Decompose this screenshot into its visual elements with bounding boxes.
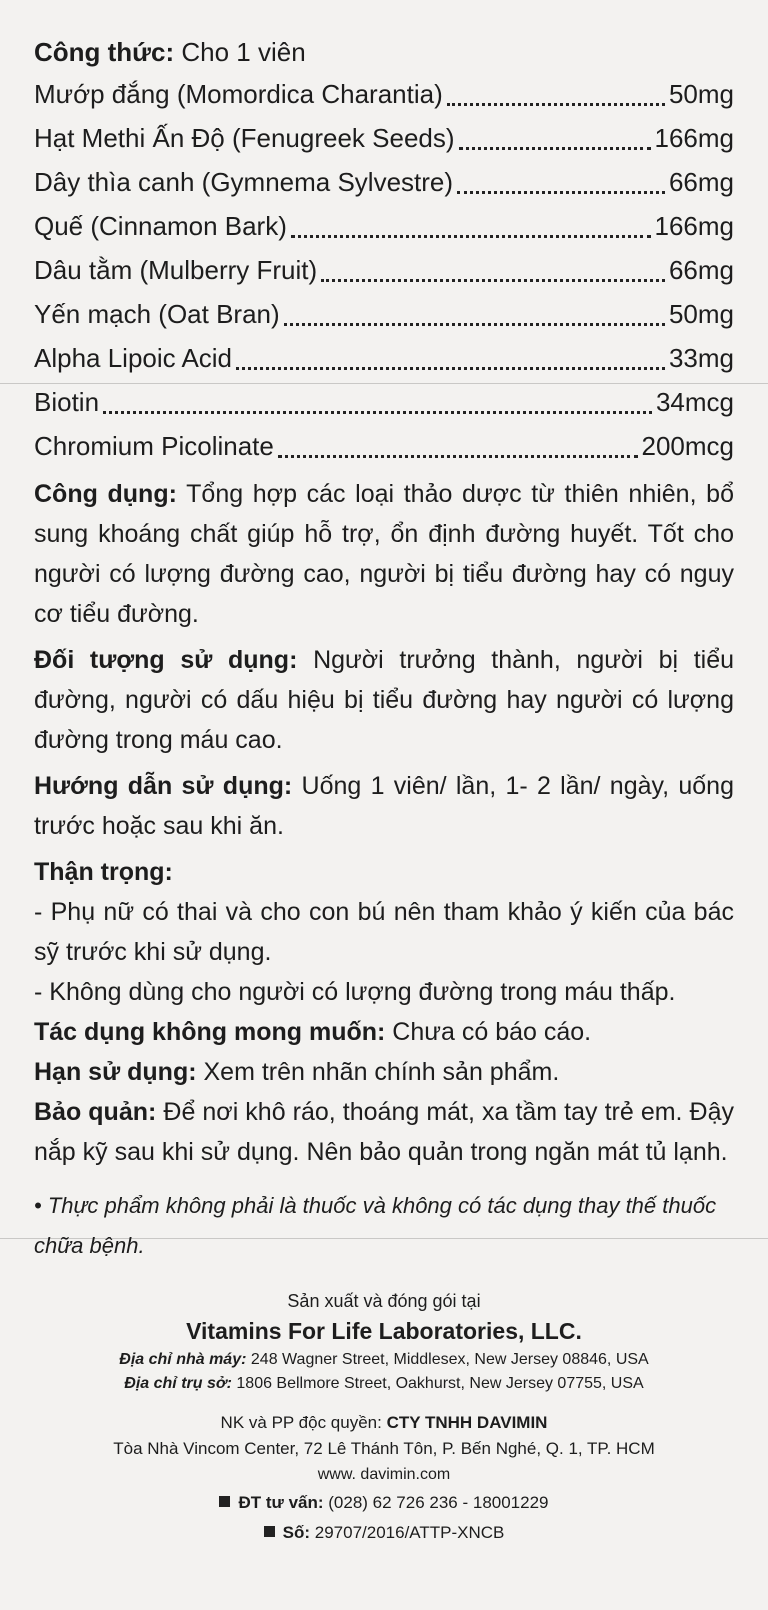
importer-label: NK và PP độc quyền: — [220, 1413, 382, 1432]
expiry-label: Hạn sử dụng: — [34, 1058, 197, 1086]
ingredient-row — [34, 336, 734, 380]
ingredient-row — [34, 72, 734, 116]
directions-text: Uống 1 viên/ lần, 1- 2 lần/ ngày, uống trước hoặc sau khi ăn. — [34, 772, 734, 840]
leader-dots — [103, 410, 652, 414]
leader-dots — [321, 278, 665, 282]
expiry-text: Xem trên nhãn chính sản phẩm. — [203, 1058, 560, 1086]
leader-dots — [236, 366, 665, 370]
ingredient-amount: 166mg — [654, 123, 734, 153]
hq-address-line — [34, 1372, 734, 1396]
ingredient-amount: 50mg — [668, 299, 734, 329]
ingredient-name: Biotin — [34, 387, 100, 417]
importer-name: CTY TNHH DAVIMIN — [386, 1413, 548, 1432]
leader-dots — [291, 234, 651, 238]
directions-label: Hướng dẫn sử dụng: — [34, 772, 293, 800]
ingredient-list — [34, 72, 734, 468]
ingredient-row — [34, 160, 734, 204]
importer-block — [34, 1410, 734, 1548]
ingredients-heading — [34, 32, 734, 72]
ingredient-name: Alpha Lipoic Acid — [34, 343, 233, 373]
ingredient-row — [34, 380, 734, 424]
ingredient-row — [34, 116, 734, 160]
uses-label: Công dụng: — [34, 480, 177, 508]
manufacturer-intro: Sản xuất và đóng gói tại — [287, 1291, 481, 1311]
square-bullet-icon — [219, 1496, 230, 1507]
factory-address: 248 Wagner Street, Middlesex, New Jersey 08846, USA — [250, 1351, 649, 1368]
target-users-section — [34, 640, 734, 760]
ingredients-serving: Cho 1 viên — [181, 37, 306, 67]
factory-address-label: Địa chỉ nhà máy: — [119, 1351, 247, 1368]
ingredient-row — [34, 292, 734, 336]
ingredient-name: Chromium Picolinate — [34, 431, 274, 461]
ingredient-row — [34, 424, 734, 468]
caution-item: - Không dùng cho người có lượng đường trong máu thấp. — [34, 978, 676, 1006]
ingredient-name: Mướp đắng (Momordica Charantia) — [34, 79, 443, 109]
leader-dots — [459, 146, 651, 150]
ingredient-amount: 33mg — [668, 343, 734, 373]
ingredient-name: Hạt Methi Ấn Độ (Fenugreek Seeds) — [34, 123, 455, 153]
importer-line — [34, 1410, 734, 1436]
caution-item: - Phụ nữ có thai và cho con bú nên tham khảo ý kiến của bác sỹ trước khi sử dụng. — [34, 898, 734, 966]
ingredient-amount: 66mg — [668, 167, 734, 197]
target-users-label: Đối tượng sử dụng: — [34, 646, 298, 674]
hq-address: 1806 Bellmore Street, Oakhurst, New Jersey 07755, USA — [236, 1375, 644, 1392]
ingredient-amount: 66mg — [668, 255, 734, 285]
ingredient-row — [34, 204, 734, 248]
square-bullet-icon — [264, 1526, 275, 1537]
contact-line — [34, 1518, 734, 1548]
ingredient-name: Dâu tằm (Mulberry Fruit) — [34, 255, 318, 285]
contact-value: 29707/2016/ATTP-XNCB — [314, 1523, 505, 1542]
factory-address-line — [34, 1348, 734, 1372]
uses-section — [34, 474, 734, 634]
ingredient-name: Dây thìa canh (Gymnema Sylvestre) — [34, 167, 454, 197]
manufacturer-name: Vitamins For Life Laboratories, LLC. — [186, 1318, 582, 1344]
ingredient-name: Yến mạch (Oat Bran) — [34, 299, 280, 329]
leader-dots — [447, 102, 665, 106]
storage-text: Để nơi khô ráo, thoáng mát, xa tầm tay trẻ em. Đậy nắp kỹ sau khi sử dụng. Nên bảo quản trong ngăn mát tủ lạnh. — [34, 1098, 735, 1166]
target-users-text: Người trưởng thành, người bị tiểu đường, người có dấu hiệu bị tiểu đường hay người có lượng đường trong máu cao. — [34, 646, 735, 754]
leader-dots — [457, 190, 665, 194]
expiry-section — [34, 1052, 734, 1092]
ingredient-amount: 50mg — [668, 79, 734, 109]
caution-section — [34, 852, 734, 1012]
leader-dots — [284, 322, 665, 326]
contact-label: Số: — [282, 1523, 311, 1542]
side-effects-section — [34, 1012, 734, 1052]
storage-label: Bảo quản: — [34, 1098, 157, 1126]
contact-value: (028) 62 726 236 - 18001229 — [328, 1493, 549, 1512]
importer-address: Tòa Nhà Vincom Center, 72 Lê Thánh Tôn, P. Bến Nghé, Q. 1, TP. HCM — [113, 1439, 655, 1458]
leader-dots — [278, 454, 638, 458]
caution-label: Thận trọng: — [34, 858, 173, 886]
ingredient-row — [34, 248, 734, 292]
side-effects-label: Tác dụng không mong muốn: — [34, 1018, 386, 1046]
ingredient-amount: 166mg — [654, 211, 734, 241]
disclaimer: • Thực phẩm không phải là thuốc và không có tác dụng thay thế thuốc chữa bệnh. — [34, 1193, 717, 1258]
ingredient-amount: 200mcg — [641, 431, 734, 461]
contact-label: ĐT tư vấn: — [238, 1493, 324, 1512]
ingredients-label: Công thức: — [34, 37, 175, 67]
ingredient-amount: 34mcg — [655, 387, 734, 417]
hq-address-label: Địa chỉ trụ sở: — [124, 1375, 232, 1392]
importer-website: www. davimin.com — [317, 1466, 451, 1483]
manufacturer-block — [34, 1288, 734, 1396]
ingredient-name: Quế (Cinnamon Bark) — [34, 211, 287, 241]
directions-section — [34, 766, 734, 846]
uses-text: Tổng hợp các loại thảo dược từ thiên nhiên, bổ sung khoáng chất giúp hỗ trợ, ổn định đường huyết. Tốt cho người có lượng đường cao, người bị tiểu đường hay có nguy cơ tiểu đường. — [34, 480, 734, 628]
storage-section — [34, 1092, 734, 1172]
contact-line — [34, 1488, 734, 1518]
side-effects-text: Chưa có báo cáo. — [392, 1018, 592, 1046]
